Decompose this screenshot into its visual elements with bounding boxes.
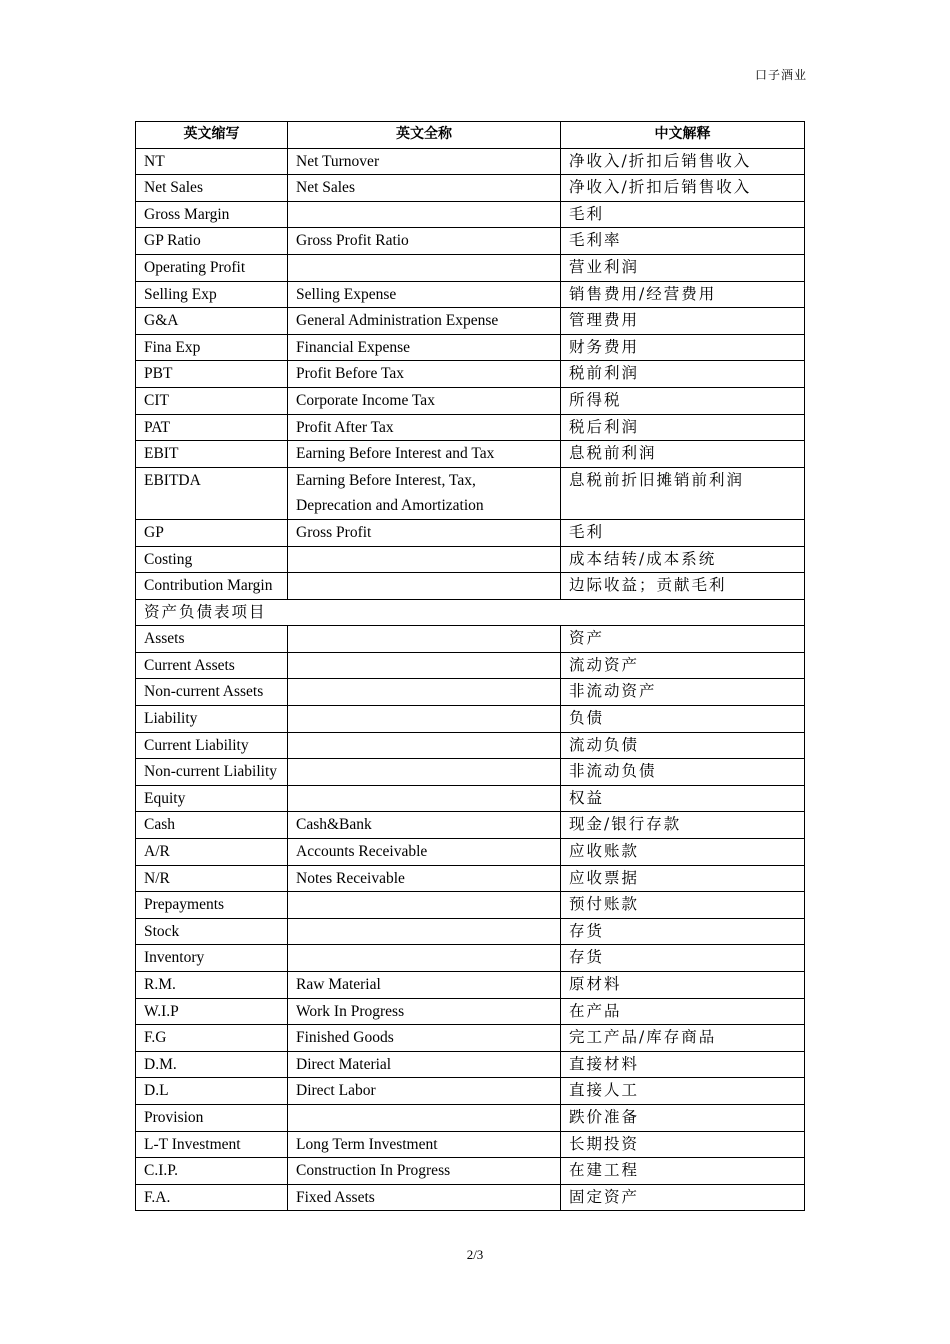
cell-full: Accounts Receivable <box>288 839 561 866</box>
cell-abbr: R.M. <box>136 972 288 999</box>
cell-zh: 直接人工 <box>561 1078 805 1105</box>
table-row <box>136 706 805 733</box>
cell-zh: 在建工程 <box>561 1158 805 1185</box>
table-row <box>136 201 805 228</box>
cell-zh: 毛利 <box>561 519 805 546</box>
cell-zh: 毛利率 <box>561 228 805 255</box>
cell-zh: 非流动负债 <box>561 759 805 786</box>
cell-abbr: L-T Investment <box>136 1131 288 1158</box>
column-header-full: 英文全称 <box>288 122 561 149</box>
cell-abbr: Equity <box>136 785 288 812</box>
cell-full <box>288 254 561 281</box>
cell-zh: 净收入/折扣后销售收入 <box>561 175 805 202</box>
cell-abbr: F.A. <box>136 1184 288 1211</box>
table-row <box>136 998 805 1025</box>
cell-full <box>288 892 561 919</box>
cell-zh: 存货 <box>561 945 805 972</box>
table-row <box>136 441 805 468</box>
table-row <box>136 254 805 281</box>
cell-abbr: C.I.P. <box>136 1158 288 1185</box>
table-body-section <box>136 599 805 626</box>
cell-full <box>288 918 561 945</box>
section-label: 资产负债表项目 <box>136 599 805 626</box>
table-row <box>136 1131 805 1158</box>
cell-zh: 跌价准备 <box>561 1104 805 1131</box>
cell-full <box>288 652 561 679</box>
table-row <box>136 759 805 786</box>
cell-zh: 应收票据 <box>561 865 805 892</box>
cell-full <box>288 1104 561 1131</box>
table-row <box>136 732 805 759</box>
table-row <box>136 387 805 414</box>
cell-full: Direct Labor <box>288 1078 561 1105</box>
cell-abbr: Costing <box>136 546 288 573</box>
cell-zh: 管理费用 <box>561 308 805 335</box>
table-row <box>136 467 805 519</box>
cell-zh: 成本结转/成本系统 <box>561 546 805 573</box>
cell-zh: 毛利 <box>561 201 805 228</box>
cell-full <box>288 573 561 600</box>
cell-zh: 应收账款 <box>561 839 805 866</box>
cell-full: Work In Progress <box>288 998 561 1025</box>
cell-zh: 现金/银行存款 <box>561 812 805 839</box>
cell-abbr: G&A <box>136 308 288 335</box>
cell-full: Net Turnover <box>288 148 561 175</box>
cell-abbr: Provision <box>136 1104 288 1131</box>
table-row <box>136 148 805 175</box>
cell-abbr: F.G <box>136 1025 288 1052</box>
section-row <box>136 599 805 626</box>
cell-full: Financial Expense <box>288 334 561 361</box>
table-row <box>136 679 805 706</box>
cell-full <box>288 759 561 786</box>
cell-abbr: D.M. <box>136 1051 288 1078</box>
cell-full <box>288 706 561 733</box>
cell-abbr: W.I.P <box>136 998 288 1025</box>
cell-full: Selling Expense <box>288 281 561 308</box>
cell-abbr: Assets <box>136 626 288 653</box>
table-row <box>136 972 805 999</box>
cell-zh: 固定资产 <box>561 1184 805 1211</box>
cell-zh: 非流动资产 <box>561 679 805 706</box>
cell-full: Construction In Progress <box>288 1158 561 1185</box>
cell-abbr: Operating Profit <box>136 254 288 281</box>
table-row <box>136 573 805 600</box>
glossary-table <box>135 121 805 1211</box>
cell-full: Profit Before Tax <box>288 361 561 388</box>
column-header-abbr: 英文缩写 <box>136 122 288 149</box>
page-number: 2/3 <box>466 1247 484 1262</box>
cell-abbr: Stock <box>136 918 288 945</box>
cell-abbr: Inventory <box>136 945 288 972</box>
cell-zh: 边际收益；贡献毛利 <box>561 573 805 600</box>
cell-zh: 财务费用 <box>561 334 805 361</box>
table-row <box>136 1051 805 1078</box>
cell-full <box>288 945 561 972</box>
cell-full: Cash&Bank <box>288 812 561 839</box>
cell-full: Profit After Tax <box>288 414 561 441</box>
table-row <box>136 652 805 679</box>
table-row <box>136 414 805 441</box>
column-header-zh: 中文解释 <box>561 122 805 149</box>
cell-zh: 权益 <box>561 785 805 812</box>
cell-zh: 长期投资 <box>561 1131 805 1158</box>
table-row <box>136 1184 805 1211</box>
cell-zh: 在产品 <box>561 998 805 1025</box>
table-row <box>136 1104 805 1131</box>
cell-abbr: GP Ratio <box>136 228 288 255</box>
cell-zh: 预付账款 <box>561 892 805 919</box>
cell-zh: 存货 <box>561 918 805 945</box>
table-row <box>136 1158 805 1185</box>
cell-zh: 息税前折旧摊销前利润 <box>561 467 805 519</box>
cell-full: Raw Material <box>288 972 561 999</box>
cell-abbr: Prepayments <box>136 892 288 919</box>
table-body-income <box>136 148 805 599</box>
cell-abbr: Net Sales <box>136 175 288 202</box>
table-header-row <box>136 122 805 149</box>
cell-abbr: Non-current Liability <box>136 759 288 786</box>
table-row <box>136 175 805 202</box>
cell-full: Direct Material <box>288 1051 561 1078</box>
cell-zh: 原材料 <box>561 972 805 999</box>
table-row <box>136 519 805 546</box>
table-row <box>136 839 805 866</box>
table-row <box>136 1078 805 1105</box>
cell-zh: 流动负债 <box>561 732 805 759</box>
cell-full: Net Sales <box>288 175 561 202</box>
cell-abbr: Liability <box>136 706 288 733</box>
cell-zh: 直接材料 <box>561 1051 805 1078</box>
cell-zh: 税后利润 <box>561 414 805 441</box>
cell-abbr: Current Liability <box>136 732 288 759</box>
cell-full: Notes Receivable <box>288 865 561 892</box>
cell-full: General Administration Expense <box>288 308 561 335</box>
table-row <box>136 308 805 335</box>
cell-full <box>288 201 561 228</box>
table-row <box>136 892 805 919</box>
cell-abbr: NT <box>136 148 288 175</box>
cell-abbr: Selling Exp <box>136 281 288 308</box>
cell-zh: 所得税 <box>561 387 805 414</box>
cell-zh: 资产 <box>561 626 805 653</box>
cell-full <box>288 546 561 573</box>
cell-abbr: CIT <box>136 387 288 414</box>
table-row <box>136 918 805 945</box>
cell-abbr: EBIT <box>136 441 288 468</box>
cell-abbr: D.L <box>136 1078 288 1105</box>
table-row <box>136 281 805 308</box>
cell-full: Corporate Income Tax <box>288 387 561 414</box>
table-row <box>136 945 805 972</box>
cell-full: Gross Profit Ratio <box>288 228 561 255</box>
cell-zh: 负债 <box>561 706 805 733</box>
cell-full: Earning Before Interest, Tax, Deprecation and Amortization <box>288 467 561 519</box>
cell-zh: 息税前利润 <box>561 441 805 468</box>
cell-abbr: GP <box>136 519 288 546</box>
cell-abbr: Cash <box>136 812 288 839</box>
cell-full <box>288 679 561 706</box>
cell-full <box>288 626 561 653</box>
cell-abbr: PBT <box>136 361 288 388</box>
cell-full <box>288 785 561 812</box>
cell-full: Gross Profit <box>288 519 561 546</box>
cell-abbr: A/R <box>136 839 288 866</box>
table-row <box>136 626 805 653</box>
table-row <box>136 812 805 839</box>
cell-full: Long Term Investment <box>288 1131 561 1158</box>
cell-full: Fixed Assets <box>288 1184 561 1211</box>
cell-zh: 销售费用/经营费用 <box>561 281 805 308</box>
cell-full: Earning Before Interest and Tax <box>288 441 561 468</box>
cell-zh: 完工产品/库存商品 <box>561 1025 805 1052</box>
cell-abbr: Non-current Assets <box>136 679 288 706</box>
cell-full <box>288 732 561 759</box>
table-row <box>136 785 805 812</box>
table-row <box>136 865 805 892</box>
table-body-balance <box>136 626 805 1211</box>
cell-zh: 流动资产 <box>561 652 805 679</box>
cell-abbr: EBITDA <box>136 467 288 519</box>
table-row <box>136 361 805 388</box>
cell-abbr: Contribution Margin <box>136 573 288 600</box>
cell-zh: 净收入/折扣后销售收入 <box>561 148 805 175</box>
table-row <box>136 334 805 361</box>
cell-full: Finished Goods <box>288 1025 561 1052</box>
cell-abbr: N/R <box>136 865 288 892</box>
cell-zh: 税前利润 <box>561 361 805 388</box>
cell-abbr: Fina Exp <box>136 334 288 361</box>
cell-abbr: PAT <box>136 414 288 441</box>
table-row <box>136 546 805 573</box>
cell-abbr: Gross Margin <box>136 201 288 228</box>
table-row <box>136 1025 805 1052</box>
header-company-name: 口子酒业 <box>754 68 807 82</box>
cell-abbr: Current Assets <box>136 652 288 679</box>
cell-zh: 营业利润 <box>561 254 805 281</box>
table-row <box>136 228 805 255</box>
